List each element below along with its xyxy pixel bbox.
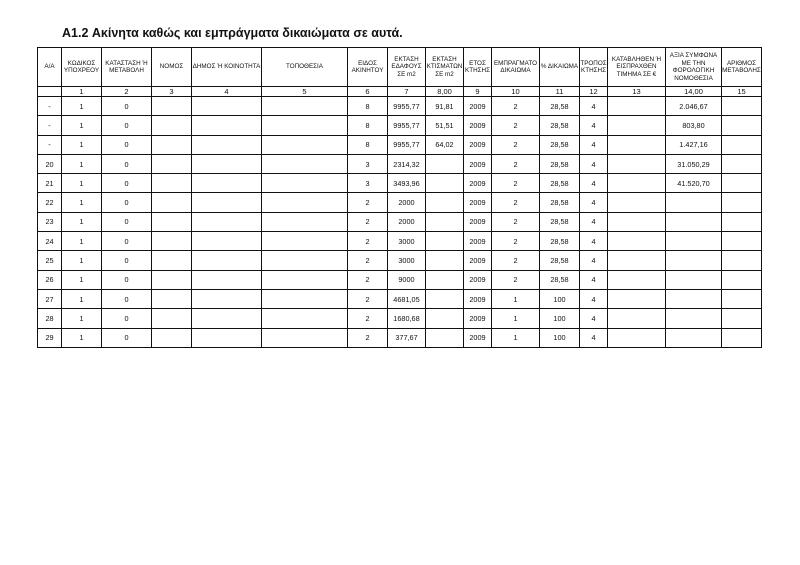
cell-pososto: 100 [540, 328, 580, 347]
cell-katastasi: 0 [102, 135, 152, 154]
column-number: 5 [262, 87, 348, 97]
cell-dikaioma: 2 [492, 193, 540, 212]
cell-eidos: 8 [348, 116, 388, 135]
cell-aa: 21 [38, 174, 62, 193]
cell-etos: 2009 [464, 135, 492, 154]
header-pososto: % ΔΙΚΑΙΩΜΑ [540, 48, 580, 87]
cell-tropos: 4 [580, 232, 608, 251]
cell-dimos [192, 328, 262, 347]
cell-ektasi-edafous: 2000 [388, 193, 426, 212]
cell-pososto: 28,58 [540, 232, 580, 251]
cell-ektasi-ktismaton [426, 193, 464, 212]
cell-pososto: 28,58 [540, 270, 580, 289]
cell-aa: 26 [38, 270, 62, 289]
table-row [38, 135, 762, 154]
cell-katastasi: 0 [102, 309, 152, 328]
cell-kodikos: 1 [62, 232, 102, 251]
cell-timima [608, 154, 666, 173]
cell-nomos [152, 328, 192, 347]
cell-aa: 23 [38, 212, 62, 231]
cell-ektasi-ktismaton [426, 174, 464, 193]
cell-ektasi-ktismaton [426, 309, 464, 328]
cell-topothesia [262, 154, 348, 173]
cell-arithmos [722, 328, 762, 347]
header-nomos: ΝΟΜΟΣ [152, 48, 192, 87]
cell-tropos: 4 [580, 289, 608, 308]
cell-kodikos: 1 [62, 212, 102, 231]
cell-eidos: 3 [348, 154, 388, 173]
cell-katastasi: 0 [102, 270, 152, 289]
cell-axia [666, 289, 722, 308]
table-row [38, 289, 762, 308]
cell-arithmos [722, 154, 762, 173]
cell-topothesia [262, 116, 348, 135]
cell-axia: 41.520,70 [666, 174, 722, 193]
cell-timima [608, 97, 666, 116]
table-row [38, 154, 762, 173]
cell-etos: 2009 [464, 328, 492, 347]
cell-aa: - [38, 135, 62, 154]
cell-ektasi-ktismaton: 91,81 [426, 97, 464, 116]
header-arithmos: ΑΡΙΘΜΟΣ ΜΕΤΑΒΟΛΗΣ [722, 48, 762, 87]
column-number [38, 87, 62, 97]
cell-ektasi-ktismaton: 64,02 [426, 135, 464, 154]
cell-katastasi: 0 [102, 97, 152, 116]
cell-ektasi-edafous: 3000 [388, 232, 426, 251]
cell-ektasi-ktismaton [426, 232, 464, 251]
cell-timima [608, 116, 666, 135]
cell-kodikos: 1 [62, 116, 102, 135]
cell-arithmos [722, 116, 762, 135]
column-number: 12 [580, 87, 608, 97]
cell-katastasi: 0 [102, 193, 152, 212]
cell-axia [666, 251, 722, 270]
table-row [38, 116, 762, 135]
cell-timima [608, 328, 666, 347]
column-number: 6 [348, 87, 388, 97]
cell-timima [608, 193, 666, 212]
cell-nomos [152, 135, 192, 154]
header-axia: ΑΞΙΑ ΣΥΜΦΩΝΑ ΜΕ ΤΗΝ ΦΟΡΟΛΟΓΙΚΗ ΝΟΜΟΘΕΣΙΑ [666, 48, 722, 87]
cell-arithmos [722, 270, 762, 289]
cell-arithmos [722, 193, 762, 212]
cell-kodikos: 1 [62, 309, 102, 328]
cell-axia: 1.427,16 [666, 135, 722, 154]
cell-kodikos: 1 [62, 193, 102, 212]
cell-tropos: 4 [580, 212, 608, 231]
cell-axia [666, 270, 722, 289]
table-row [38, 212, 762, 231]
cell-arithmos [722, 212, 762, 231]
cell-kodikos: 1 [62, 289, 102, 308]
cell-dimos [192, 154, 262, 173]
cell-tropos: 4 [580, 154, 608, 173]
cell-timima [608, 174, 666, 193]
header-eidos: ΕΙΔΟΣ ΑΚΙΝΗΤΟΥ [348, 48, 388, 87]
column-number: 14,00 [666, 87, 722, 97]
cell-ektasi-ktismaton [426, 251, 464, 270]
cell-aa: 29 [38, 328, 62, 347]
cell-dikaioma: 2 [492, 97, 540, 116]
cell-nomos [152, 116, 192, 135]
table-row [38, 270, 762, 289]
cell-timima [608, 270, 666, 289]
cell-pososto: 100 [540, 309, 580, 328]
cell-timima [608, 212, 666, 231]
cell-arithmos [722, 251, 762, 270]
cell-dikaioma: 2 [492, 270, 540, 289]
cell-tropos: 4 [580, 251, 608, 270]
cell-ektasi-ktismaton [426, 328, 464, 347]
cell-aa: 27 [38, 289, 62, 308]
cell-etos: 2009 [464, 174, 492, 193]
cell-dimos [192, 97, 262, 116]
cell-pososto: 28,58 [540, 97, 580, 116]
cell-aa: - [38, 97, 62, 116]
cell-pososto: 28,58 [540, 135, 580, 154]
cell-katastasi: 0 [102, 174, 152, 193]
cell-katastasi: 0 [102, 232, 152, 251]
cell-axia [666, 328, 722, 347]
cell-dimos [192, 232, 262, 251]
cell-eidos: 2 [348, 193, 388, 212]
cell-topothesia [262, 232, 348, 251]
header-dikaioma: ΕΜΠΡΑΓΜΑΤΟ ΔΙΚΑΙΩΜΑ [492, 48, 540, 87]
cell-ektasi-ktismaton [426, 154, 464, 173]
column-number-row [38, 87, 762, 97]
cell-dimos [192, 193, 262, 212]
cell-dikaioma: 1 [492, 328, 540, 347]
cell-katastasi: 0 [102, 328, 152, 347]
cell-katastasi: 0 [102, 116, 152, 135]
column-number: 10 [492, 87, 540, 97]
cell-topothesia [262, 251, 348, 270]
cell-nomos [152, 309, 192, 328]
cell-arithmos [722, 309, 762, 328]
cell-aa: 28 [38, 309, 62, 328]
real-estate-table [37, 47, 762, 348]
header-row [38, 48, 762, 87]
cell-etos: 2009 [464, 154, 492, 173]
cell-ektasi-edafous: 2000 [388, 212, 426, 231]
column-number: 9 [464, 87, 492, 97]
cell-pososto: 28,58 [540, 116, 580, 135]
header-ektasi-edafous: ΕΚΤΑΣΗ ΕΔΑΦΟΥΣ ΣΕ m2 [388, 48, 426, 87]
cell-katastasi: 0 [102, 154, 152, 173]
cell-eidos: 2 [348, 289, 388, 308]
cell-etos: 2009 [464, 212, 492, 231]
cell-kodikos: 1 [62, 270, 102, 289]
cell-pososto: 28,58 [540, 212, 580, 231]
cell-arithmos [722, 174, 762, 193]
cell-etos: 2009 [464, 309, 492, 328]
cell-etos: 2009 [464, 289, 492, 308]
cell-nomos [152, 251, 192, 270]
cell-kodikos: 1 [62, 328, 102, 347]
cell-eidos: 8 [348, 97, 388, 116]
cell-pososto: 28,58 [540, 193, 580, 212]
cell-topothesia [262, 212, 348, 231]
cell-nomos [152, 212, 192, 231]
cell-dikaioma: 2 [492, 116, 540, 135]
cell-axia [666, 309, 722, 328]
cell-arithmos [722, 289, 762, 308]
cell-eidos: 2 [348, 212, 388, 231]
cell-etos: 2009 [464, 270, 492, 289]
column-number: 8,00 [426, 87, 464, 97]
cell-dikaioma: 1 [492, 289, 540, 308]
table-row [38, 328, 762, 347]
cell-ektasi-ktismaton [426, 212, 464, 231]
cell-eidos: 3 [348, 174, 388, 193]
cell-dikaioma: 2 [492, 212, 540, 231]
cell-arithmos [722, 97, 762, 116]
cell-nomos [152, 270, 192, 289]
cell-aa: 25 [38, 251, 62, 270]
cell-topothesia [262, 135, 348, 154]
cell-ektasi-edafous: 3493,96 [388, 174, 426, 193]
cell-eidos: 2 [348, 270, 388, 289]
cell-ektasi-edafous: 9955,77 [388, 116, 426, 135]
cell-axia: 31.050,29 [666, 154, 722, 173]
cell-timima [608, 289, 666, 308]
cell-kodikos: 1 [62, 251, 102, 270]
cell-nomos [152, 174, 192, 193]
cell-eidos: 2 [348, 328, 388, 347]
column-number: 13 [608, 87, 666, 97]
cell-axia [666, 212, 722, 231]
header-topothesia: ΤΟΠΟΘΕΣΙΑ [262, 48, 348, 87]
cell-timima [608, 251, 666, 270]
column-number: 4 [192, 87, 262, 97]
cell-tropos: 4 [580, 116, 608, 135]
cell-ektasi-edafous: 4681,05 [388, 289, 426, 308]
cell-tropos: 4 [580, 97, 608, 116]
cell-aa: 20 [38, 154, 62, 173]
cell-dimos [192, 309, 262, 328]
cell-tropos: 4 [580, 193, 608, 212]
cell-topothesia [262, 97, 348, 116]
cell-pososto: 28,58 [540, 154, 580, 173]
header-aa: Α/Α [38, 48, 62, 87]
column-number: 15 [722, 87, 762, 97]
column-number: 3 [152, 87, 192, 97]
cell-tropos: 4 [580, 309, 608, 328]
cell-tropos: 4 [580, 270, 608, 289]
header-katastasi: ΚΑΤΑΣΤΑΣΗ Ή ΜΕΤΑΒΟΛΗ [102, 48, 152, 87]
cell-dikaioma: 2 [492, 251, 540, 270]
cell-topothesia [262, 309, 348, 328]
table-row [38, 193, 762, 212]
column-number: 2 [102, 87, 152, 97]
table-row [38, 232, 762, 251]
cell-dikaioma: 2 [492, 135, 540, 154]
cell-dimos [192, 251, 262, 270]
table-row [38, 309, 762, 328]
header-tropos: ΤΡΟΠΟΣ ΚΤΗΣΗΣ [580, 48, 608, 87]
cell-topothesia [262, 289, 348, 308]
cell-ektasi-edafous: 9955,77 [388, 97, 426, 116]
cell-topothesia [262, 270, 348, 289]
cell-dimos [192, 270, 262, 289]
cell-ektasi-ktismaton [426, 270, 464, 289]
cell-dikaioma: 2 [492, 154, 540, 173]
cell-ektasi-ktismaton [426, 289, 464, 308]
cell-kodikos: 1 [62, 97, 102, 116]
page-title: A1.2 Ακίνητα καθώς και εμπράγματα δικαιώματα σε αυτά. [62, 26, 403, 40]
cell-ektasi-ktismaton: 51,51 [426, 116, 464, 135]
cell-aa: 24 [38, 232, 62, 251]
cell-eidos: 8 [348, 135, 388, 154]
cell-etos: 2009 [464, 193, 492, 212]
cell-dikaioma: 2 [492, 174, 540, 193]
cell-timima [608, 232, 666, 251]
cell-ektasi-edafous: 3000 [388, 251, 426, 270]
cell-pososto: 28,58 [540, 174, 580, 193]
cell-etos: 2009 [464, 97, 492, 116]
cell-eidos: 2 [348, 232, 388, 251]
cell-topothesia [262, 174, 348, 193]
cell-tropos: 4 [580, 135, 608, 154]
cell-timima [608, 309, 666, 328]
cell-etos: 2009 [464, 232, 492, 251]
cell-dimos [192, 289, 262, 308]
cell-nomos [152, 97, 192, 116]
cell-topothesia [262, 328, 348, 347]
cell-arithmos [722, 135, 762, 154]
cell-kodikos: 1 [62, 154, 102, 173]
column-number: 7 [388, 87, 426, 97]
header-timima: ΚΑΤΑΒΛΗΘΕΝ Ή ΕΙΣΠΡΑΧΘΕΝ ΤΙΜΗΜΑ ΣΕ € [608, 48, 666, 87]
cell-dimos [192, 135, 262, 154]
header-etos: ΕΤΟΣ ΚΤΗΣΗΣ [464, 48, 492, 87]
cell-pososto: 100 [540, 289, 580, 308]
cell-kodikos: 1 [62, 174, 102, 193]
header-kodikos: ΚΩΔΙΚΟΣ ΥΠΟΧΡΕΟΥ [62, 48, 102, 87]
cell-dikaioma: 2 [492, 232, 540, 251]
cell-axia [666, 232, 722, 251]
cell-axia: 2.046,67 [666, 97, 722, 116]
cell-dikaioma: 1 [492, 309, 540, 328]
table-row [38, 97, 762, 116]
cell-axia [666, 193, 722, 212]
cell-timima [608, 135, 666, 154]
cell-katastasi: 0 [102, 251, 152, 270]
cell-ektasi-edafous: 9955,77 [388, 135, 426, 154]
cell-katastasi: 0 [102, 212, 152, 231]
cell-etos: 2009 [464, 251, 492, 270]
cell-dimos [192, 116, 262, 135]
cell-dimos [192, 212, 262, 231]
cell-topothesia [262, 193, 348, 212]
header-dimos: ΔΗΜΟΣ Ή ΚΟΙΝΟΤΗΤΑ [192, 48, 262, 87]
cell-aa: - [38, 116, 62, 135]
cell-ektasi-edafous: 377,67 [388, 328, 426, 347]
cell-nomos [152, 154, 192, 173]
cell-tropos: 4 [580, 328, 608, 347]
cell-kodikos: 1 [62, 135, 102, 154]
table-body [38, 97, 762, 348]
cell-ektasi-edafous: 2314,32 [388, 154, 426, 173]
table-row [38, 251, 762, 270]
column-number: 1 [62, 87, 102, 97]
cell-katastasi: 0 [102, 289, 152, 308]
table-row [38, 174, 762, 193]
cell-axia: 803,80 [666, 116, 722, 135]
cell-dimos [192, 174, 262, 193]
cell-ektasi-edafous: 9000 [388, 270, 426, 289]
cell-eidos: 2 [348, 309, 388, 328]
cell-nomos [152, 193, 192, 212]
cell-nomos [152, 232, 192, 251]
column-number: 11 [540, 87, 580, 97]
header-ektasi-ktismaton: ΕΚΤΑΣΗ ΚΤΙΣΜΑΤΩΝ ΣΕ m2 [426, 48, 464, 87]
cell-pososto: 28,58 [540, 251, 580, 270]
cell-etos: 2009 [464, 116, 492, 135]
cell-ektasi-edafous: 1680,68 [388, 309, 426, 328]
cell-arithmos [722, 232, 762, 251]
cell-aa: 22 [38, 193, 62, 212]
cell-tropos: 4 [580, 174, 608, 193]
cell-eidos: 2 [348, 251, 388, 270]
cell-nomos [152, 289, 192, 308]
